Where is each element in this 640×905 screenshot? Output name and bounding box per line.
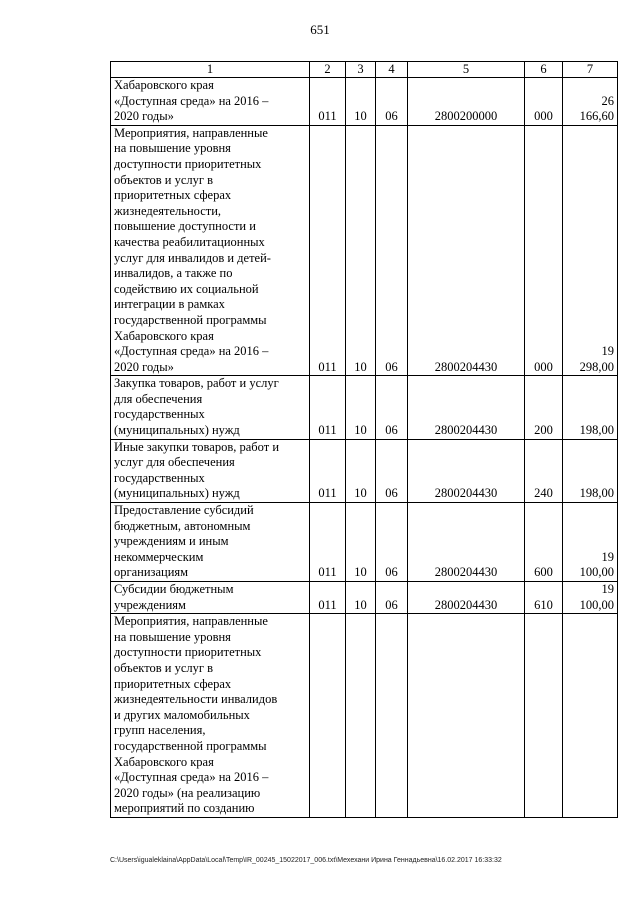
amount-cell: 19 298,00 [563, 125, 618, 376]
ministry-code-cell [310, 614, 346, 818]
row-name-line: интеграции в рамках [114, 297, 225, 312]
section-code-cell [346, 614, 376, 818]
row-name-line: учреждениям и иным [114, 534, 229, 549]
ministry-code-cell: 011 [310, 582, 346, 614]
row-name-line: учреждениям [114, 597, 186, 612]
section-code-cell: 10 [346, 439, 376, 502]
row-name-cell [111, 614, 310, 818]
header-cell: 7 [563, 62, 618, 78]
row-name-line: 2020 годы» (на реализацию [114, 785, 261, 800]
target-article-cell: 2800204430 [408, 582, 525, 614]
section-code-cell: 10 [346, 376, 376, 439]
row-name-line: (муниципальных) нужд [114, 486, 240, 501]
row-name-line: приоритетных сферах [114, 676, 232, 691]
row-name-line: Предоставление субсидий [114, 503, 254, 518]
section-code-cell: 10 [346, 78, 376, 126]
table-row [111, 582, 618, 614]
row-name-line: инвалидов, а также по [114, 266, 233, 281]
row-name-line: Хабаровского края [114, 754, 214, 769]
ministry-code-cell: 011 [310, 78, 346, 126]
row-name-line: доступности приоритетных [114, 645, 262, 660]
row-name-line: Закупка товаров, работ и услуг [114, 376, 279, 391]
row-name-line: «Доступная среда» на 2016 – [114, 93, 269, 108]
section-code-cell: 10 [346, 582, 376, 614]
subsection-code-cell: 06 [376, 78, 408, 126]
ministry-code-cell: 011 [310, 503, 346, 582]
row-name-line: объектов и услуг в [114, 172, 214, 187]
row-name-line: государственных [114, 407, 205, 422]
table-row [111, 78, 618, 126]
amount-cell [563, 614, 618, 818]
row-name-line: государственных [114, 470, 205, 485]
target-article-cell: 2800204430 [408, 503, 525, 582]
amount-cell: 19 100,00 [563, 582, 618, 614]
row-name-line: Мероприятия, направленные [114, 614, 268, 629]
subsection-code-cell: 06 [376, 582, 408, 614]
row-name-line: некоммерческим [114, 549, 204, 564]
header-cell: 1 [111, 62, 310, 78]
table-row [111, 614, 618, 818]
amount-cell: 19 100,00 [563, 503, 618, 582]
subsection-code-cell: 06 [376, 376, 408, 439]
row-name-line: жизнедеятельности, [114, 203, 222, 218]
budget-table [110, 61, 618, 818]
table-row [111, 125, 618, 376]
row-name-line: повышение доступности и [114, 219, 256, 234]
expense-type-cell: 000 [525, 78, 563, 126]
row-name-line: государственной программы [114, 738, 267, 753]
row-name-line: Мероприятия, направленные [114, 125, 268, 140]
expense-type-cell: 600 [525, 503, 563, 582]
page-number: 651 [310, 22, 330, 37]
target-article-cell: 2800204430 [408, 376, 525, 439]
row-name-line: на повышение уровня [114, 629, 231, 644]
subsection-code-cell: 06 [376, 125, 408, 376]
subsection-code-cell: 06 [376, 439, 408, 502]
table-row [111, 439, 618, 502]
target-article-cell: 2800204430 [408, 439, 525, 502]
amount-cell: 26 166,60 [563, 78, 618, 126]
expense-type-cell [525, 614, 563, 818]
header-cell: 6 [525, 62, 563, 78]
row-name-line: «Доступная среда» на 2016 – [114, 770, 269, 785]
row-name-cell [111, 582, 310, 614]
row-name-cell [111, 503, 310, 582]
ministry-code-cell: 011 [310, 439, 346, 502]
row-name-line: бюджетным, автономным [114, 518, 251, 533]
header-cell: 5 [408, 62, 525, 78]
row-name-line: Хабаровского края [114, 328, 214, 343]
row-name-line: и других маломобильных [114, 707, 250, 722]
row-name-line: содействию их социальной [114, 281, 259, 296]
target-article-cell: 2800204430 [408, 125, 525, 376]
row-name-cell [111, 439, 310, 502]
row-name-line: групп населения, [114, 723, 206, 738]
row-name-line: объектов и услуг в [114, 660, 214, 675]
ministry-code-cell: 011 [310, 376, 346, 439]
table-row [111, 503, 618, 582]
row-name-line: на повышение уровня [114, 141, 231, 156]
row-name-line: жизнедеятельности инвалидов [114, 692, 278, 707]
header-row [111, 62, 618, 78]
row-name-line: услуг для обеспечения [114, 455, 235, 470]
ministry-code-cell: 011 [310, 125, 346, 376]
amount-cell: 198,00 [563, 376, 618, 439]
row-name-line: мероприятий по созданию [114, 801, 255, 816]
row-name-line: (муниципальных) нужд [114, 423, 240, 438]
row-name-line: услуг для инвалидов и детей- [114, 250, 271, 265]
section-code-cell: 10 [346, 503, 376, 582]
expense-type-cell: 240 [525, 439, 563, 502]
target-article-cell: 2800200000 [408, 78, 525, 126]
row-name-line: приоритетных сферах [114, 188, 232, 203]
subsection-code-cell [376, 614, 408, 818]
target-article-cell [408, 614, 525, 818]
table-row [111, 376, 618, 439]
row-name-cell [111, 78, 310, 126]
expense-type-cell: 610 [525, 582, 563, 614]
header-cell: 3 [346, 62, 376, 78]
expense-type-cell: 200 [525, 376, 563, 439]
row-name-line: доступности приоритетных [114, 156, 262, 171]
header-cell: 4 [376, 62, 408, 78]
row-name-line: Иные закупки товаров, работ и [114, 439, 280, 454]
row-name-line: для обеспечения [114, 391, 203, 406]
expense-type-cell: 000 [525, 125, 563, 376]
row-name-cell [111, 125, 310, 376]
row-name-line: «Доступная среда» на 2016 – [114, 344, 269, 359]
row-name-line: качества реабилитационных [114, 234, 265, 249]
row-name-line: Хабаровского края [114, 78, 214, 92]
row-name-line: государственной программы [114, 312, 267, 327]
row-name-cell [111, 376, 310, 439]
subsection-code-cell: 06 [376, 503, 408, 582]
file-path-footer: C:\Users\igualeklaina\AppData\Local\Temp\IR_00245_15022017_006.txt\Мехехани Ирина Геннадьевна\16.02.2017 16:33:32 [110, 857, 502, 864]
row-name-line: Субсидии бюджетным [114, 582, 234, 596]
row-name-line: 2020 годы» [114, 359, 174, 374]
row-name-line: организациям [114, 565, 189, 580]
row-name-line: 2020 годы» [114, 109, 174, 124]
header-cell: 2 [310, 62, 346, 78]
amount-cell: 198,00 [563, 439, 618, 502]
section-code-cell: 10 [346, 125, 376, 376]
